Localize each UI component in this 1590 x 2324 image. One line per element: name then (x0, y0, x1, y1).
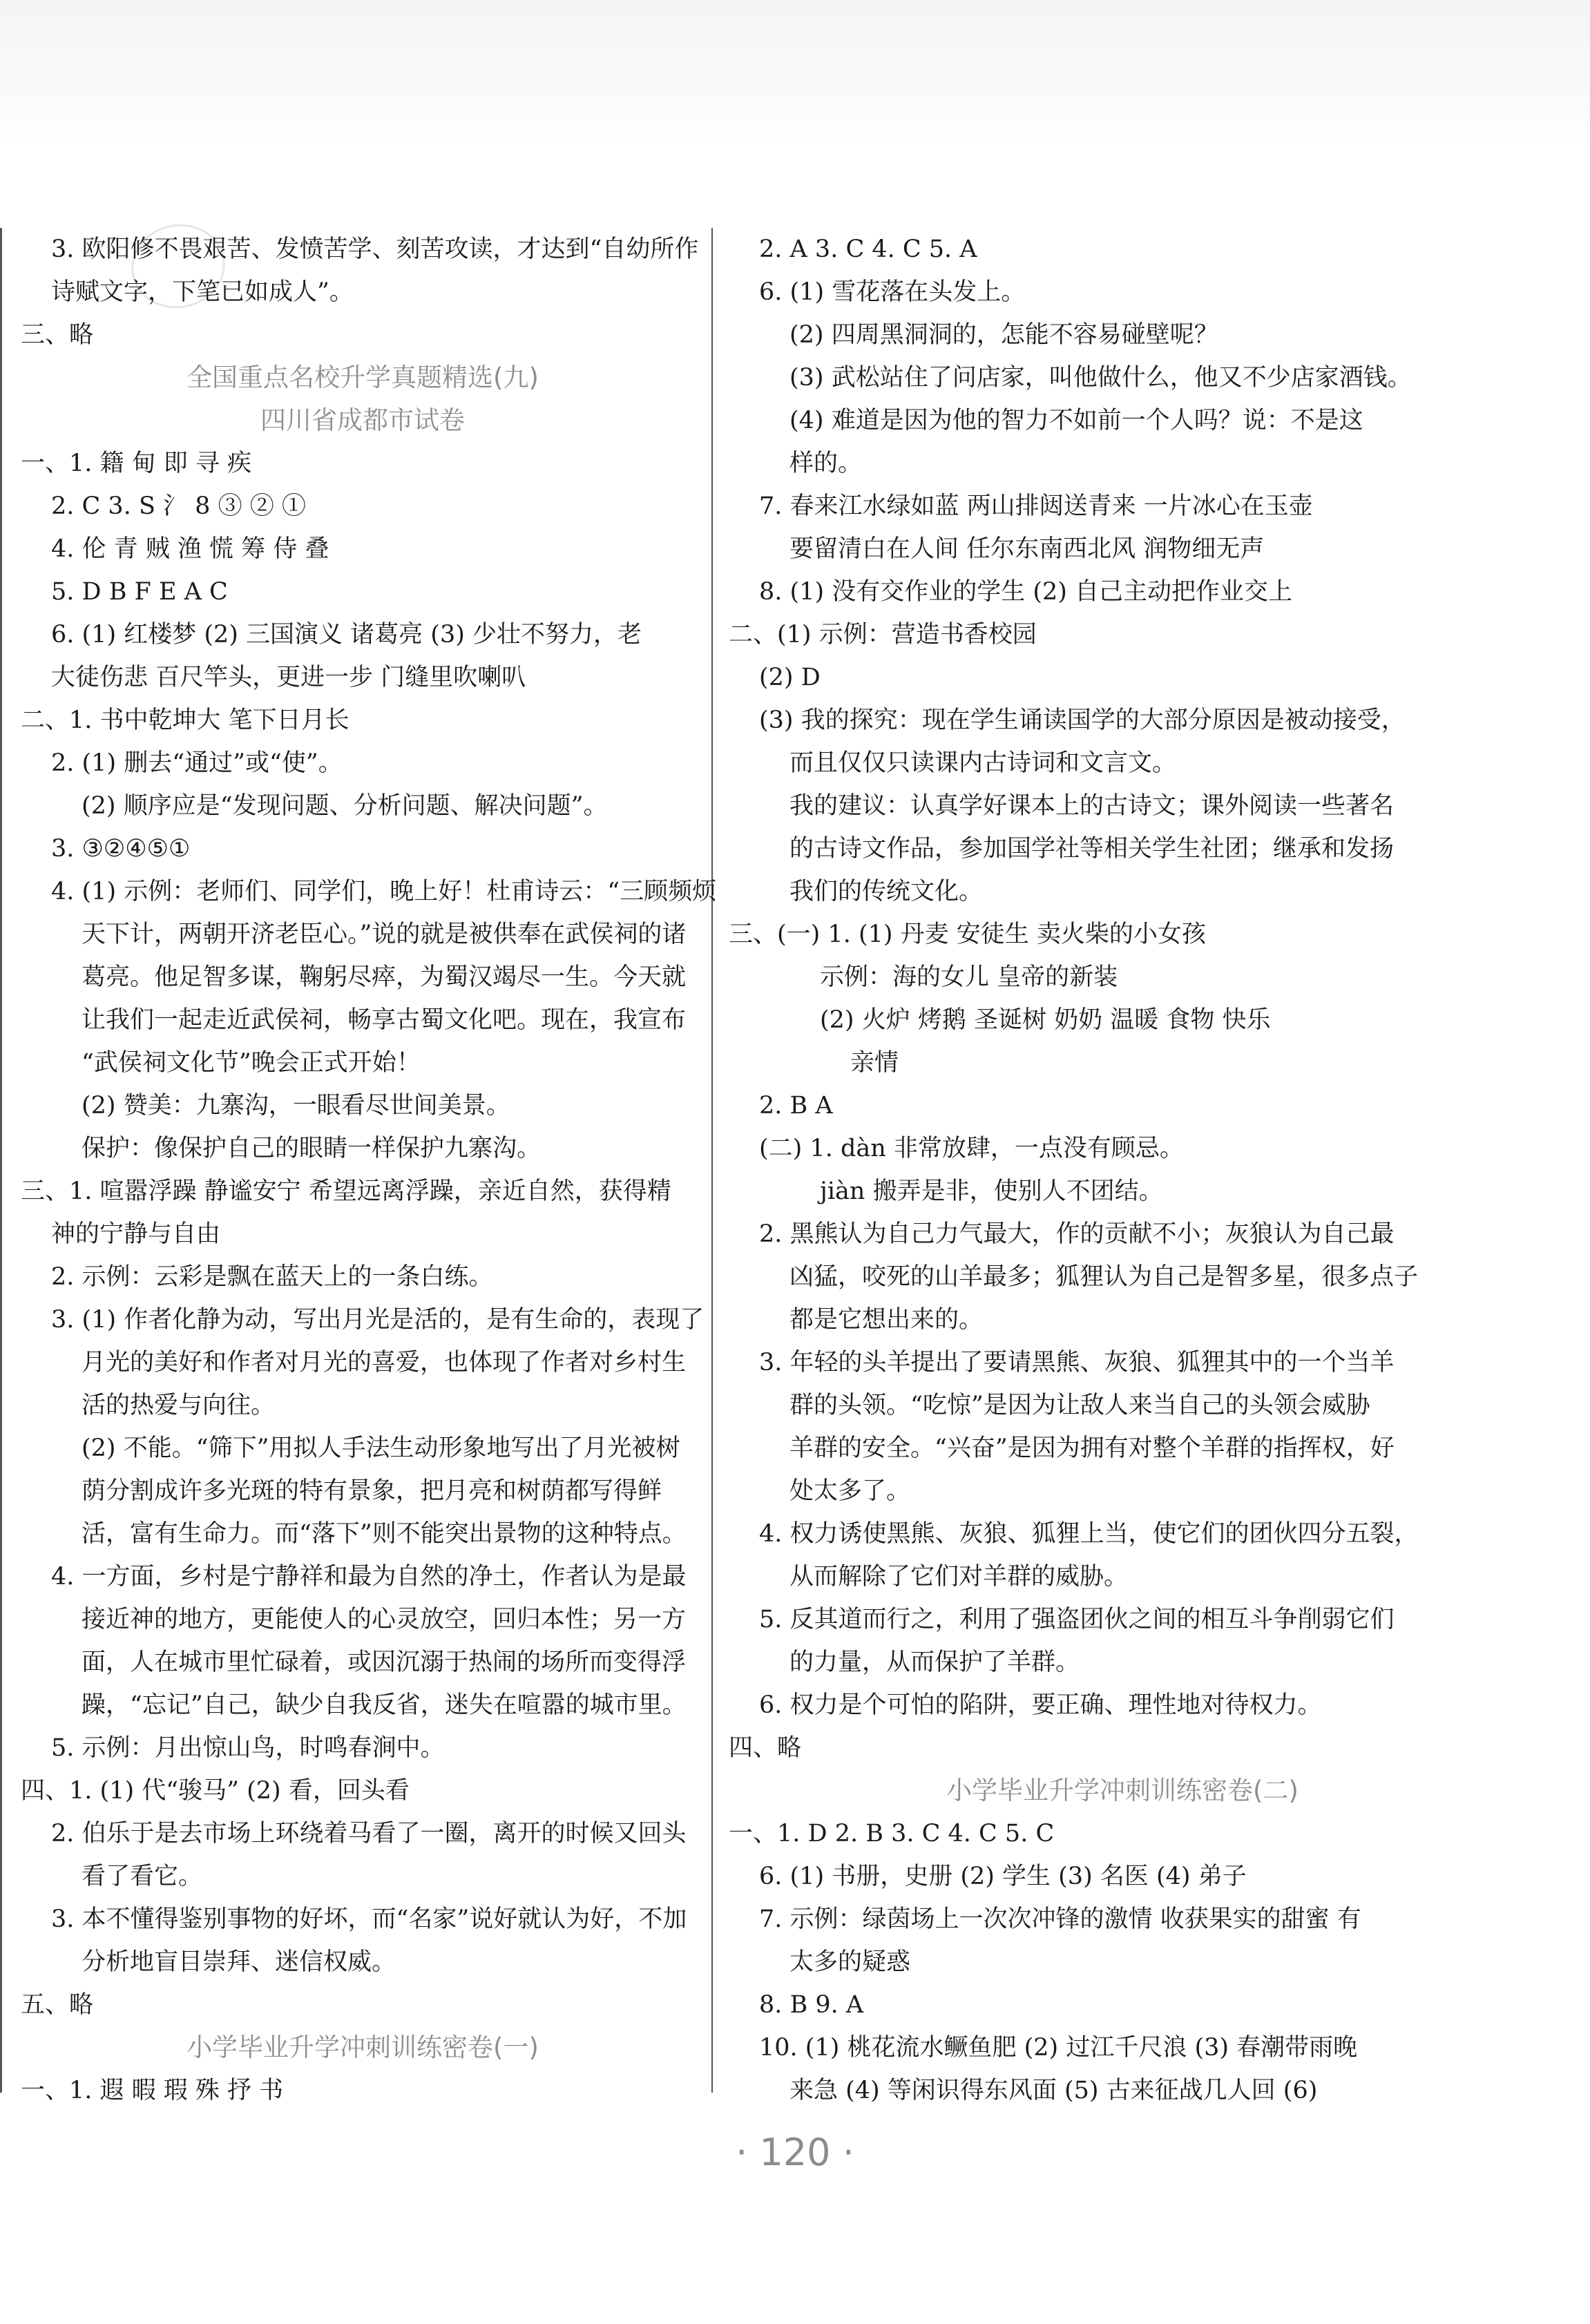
answer-line: 7. 示例：绿茵场上一次次冲锋的激情 收获果实的甜蜜 有 (759, 1905, 1361, 1933)
answer-line: 5. 反其道而行之，利用了强盗团伙之间的相互斗争削弱它们 (759, 1606, 1395, 1633)
answer-line: 8. (1) 没有交作业的学生 (2) 自己主动把作业交上 (759, 578, 1293, 606)
answer-line: (4) 难道是因为他的智力不如前一个人吗？说：不是这 (789, 407, 1363, 434)
answer-line: 6. (1) 雪花落在头发上。 (759, 278, 1026, 306)
answer-line: 我们的传统文化。 (789, 878, 984, 905)
column-divider (711, 228, 713, 2093)
answer-line: 躁，“忘记”自己，缺少自我反省，迷失在喧嚣的城市里。 (82, 1691, 687, 1719)
answer-line: (2) D (759, 664, 821, 691)
answer-line: 葛亮。他足智多谋，鞠躬尽瘁，为蜀汉竭尽一生。今天就 (82, 963, 687, 991)
answer-line: (3) 武松站住了问店家，叫他做什么，他又不少店家酒钱。 (789, 364, 1412, 392)
answer-column-right (729, 228, 1516, 2112)
answer-line: 二、(1) 示例：营造书香校园 (729, 621, 1037, 649)
answer-line: 5. 示例：月出惊山鸟，时鸣春涧中。 (51, 1734, 445, 1762)
answer-line: 羊群的安全。“兴奋”是因为拥有对整个羊群的指挥权，好 (789, 1434, 1395, 1462)
answer-line: 2. 黑熊认为自己力气最大，作的贡献不小；灰狼认为自己最 (759, 1220, 1395, 1248)
answer-line: 让我们一起走近武侯祠，畅享古蜀文化吧。现在，我宣布 (82, 1006, 687, 1034)
answer-line: 从而解除了它们对羊群的威胁。 (789, 1563, 1129, 1591)
answer-line: 一、1. D 2. B 3. C 4. C 5. C (729, 1820, 1055, 1847)
answer-line: 三、略 (21, 321, 94, 349)
answer-line: 接近神的地方，更能使人的心灵放空，回归本性；另一方 (82, 1606, 687, 1633)
answer-line: 五、略 (21, 1991, 94, 2019)
answer-line: 示例：海的女儿 皇帝的新装 (820, 963, 1118, 991)
answer-line: 2. 示例：云彩是飘在蓝天上的一条白练。 (51, 1263, 493, 1291)
answer-line: 一、1. 籍 甸 即 寻 疾 (21, 450, 252, 477)
answer-line: (2) 不能。“筛下”用拟人手法生动形象地写出了月光被树 (82, 1434, 680, 1462)
answer-line: 的力量，从而保护了羊群。 (789, 1649, 1080, 1676)
answer-line: 亲情 (850, 1049, 899, 1077)
answer-line: 6. 权力是个可怕的陷阱，要正确、理性地对待权力。 (759, 1691, 1322, 1719)
answer-line: 4. (1) 示例：老师们、同学们，晚上好！杜甫诗云：“三顾频烦 (51, 878, 717, 905)
answer-line: jiàn 搬弄是非，使别人不团结。 (820, 1178, 1163, 1205)
answer-line: 看了看它。 (82, 1863, 203, 1890)
answer-line: 分析地盲目崇拜、迷信权威。 (82, 1948, 396, 1976)
answer-line: 4. 一方面，乡村是宁静祥和最为自然的净土，作者认为是最 (51, 1563, 687, 1591)
page-number: · 120 · (736, 2131, 854, 2174)
answer-line: 四、1. (1) 代“骏马” (2) 看，回头看 (21, 1777, 410, 1805)
answer-line: 样的。 (789, 450, 863, 477)
answer-line: 活的热爱与向往。 (82, 1392, 276, 1419)
answer-line: 2. B A (759, 1092, 833, 1120)
answer-line: 8. B 9. A (759, 1991, 864, 2019)
answer-line: 4. 权力诱使黑熊、灰狼、狐狸上当，使它们的团伙四分五裂， (759, 1520, 1419, 1548)
answer-line: (二) 1. dàn 非常放肆，一点没有顾忌。 (759, 1135, 1184, 1162)
answer-line: 3. 年轻的头羊提出了要请黑熊、灰狼、狐狸其中的一个当羊 (759, 1349, 1395, 1376)
answer-line: 保护：像保护自己的眼睛一样保护九寨沟。 (82, 1135, 542, 1162)
section-heading: 全国重点名校升学真题精选(九) (186, 363, 539, 392)
answer-line: 天下计，两朝开济老臣心。”说的就是被供奉在武侯祠的诸 (82, 921, 687, 948)
answer-line: 四、略 (729, 1734, 802, 1762)
answer-line: 面，人在城市里忙碌着，或因沉溺于热闹的场所而变得浮 (82, 1649, 687, 1676)
header-band (0, 0, 1590, 148)
answer-line: 一、1. 遐 暇 瑕 殊 抒 书 (21, 2077, 284, 2104)
answer-line: 6. (1) 红楼梦 (2) 三国演义 诸葛亮 (3) 少壮不努力，老 (51, 621, 642, 649)
answer-line: 二、1. 书中乾坤大 笔下日月长 (21, 707, 349, 734)
answer-line: 荫分割成许多光斑的特有景象，把月亮和树荫都写得鲜 (82, 1477, 662, 1505)
answer-line: 要留清白在人间 任尔东南西北风 润物细无声 (789, 535, 1265, 563)
answer-line: 3. (1) 作者化静为动，写出月光是活的，是有生命的，表现了 (51, 1306, 705, 1334)
answer-line: “武侯祠文化节”晚会正式开始！ (82, 1049, 421, 1077)
answer-line: 3. 本不懂得鉴别事物的好坏，而“名家”说好就认为好，不加 (51, 1905, 687, 1933)
answer-line: 4. 伦 青 贼 渔 慌 筹 侍 叠 (51, 535, 329, 563)
section-heading: 小学毕业升学冲刺训练密卷(一) (186, 2033, 539, 2062)
answer-line: 凶猛，咬死的山羊最多；狐狸认为自己是智多星，很多点子 (789, 1263, 1419, 1291)
answer-line: 7. 春来江水绿如蓝 两山排闼送青来 一片冰心在玉壶 (759, 492, 1313, 520)
answer-line: 三、(一) 1. (1) 丹麦 安徒生 卖火柴的小女孩 (729, 921, 1206, 948)
answer-line: 都是它想出来的。 (789, 1306, 984, 1334)
answer-line: 10. (1) 桃花流水鳜鱼肥 (2) 过江千尺浪 (3) 春潮带雨晚 (759, 2034, 1358, 2062)
answer-line: (2) 顺序应是“发现问题、分析问题、解决问题”。 (82, 792, 608, 820)
answer-line: 三、1. 喧嚣浮躁 静谧安宁 希望远离浮躁，亲近自然，获得精 (21, 1178, 671, 1205)
answer-line: 大徒伤悲 百尺竿头，更进一步 门缝里吹喇叭 (51, 664, 526, 691)
answer-line: (2) 四周黑洞洞的，怎能不容易碰壁呢？ (789, 321, 1218, 349)
answer-line: 我的建议：认真学好课本上的古诗文；课外阅读一些著名 (789, 792, 1395, 820)
answer-line: 而且仅仅只读课内古诗词和文言文。 (789, 749, 1177, 777)
answer-line: 2. C 3. S 氵 8 ③ ② ① (51, 492, 306, 520)
answer-line: 3. ③②④⑤① (51, 835, 191, 863)
answer-line: 2. 伯乐于是去市场上环绕着马看了一圈，离开的时候又回头 (51, 1820, 687, 1847)
answer-line: 群的头领。“吃惊”是因为让敌人来当自己的头领会威胁 (789, 1392, 1370, 1419)
answer-line: 6. (1) 书册，史册 (2) 学生 (3) 名医 (4) 弟子 (759, 1863, 1247, 1890)
answer-line: 神的宁静与自由 (51, 1220, 221, 1248)
answer-line: 5. D B F E A C (51, 578, 228, 606)
answer-line: (3) 我的探究：现在学生诵读国学的大部分原因是被动接受， (759, 707, 1406, 734)
page-edge-rule (0, 228, 9, 2093)
answer-line: (2) 赞美：九寨沟，一眼看尽世间美景。 (82, 1092, 510, 1120)
answer-line: 太多的疑惑 (789, 1948, 911, 1976)
answer-line: 月光的美好和作者对月光的喜爱，也体现了作者对乡村生 (82, 1349, 687, 1376)
answer-line: 处太多了。 (789, 1477, 911, 1505)
section-heading: 小学毕业升学冲刺训练密卷(二) (946, 1776, 1299, 1805)
answer-line: 2. A 3. C 4. C 5. A (759, 236, 977, 263)
answer-line: 的古诗文作品，参加国学社等相关学生社团；继承和发扬 (789, 835, 1395, 863)
answer-line: 活，富有生命力。而“落下”则不能突出景物的这种特点。 (82, 1520, 687, 1548)
section-heading: 四川省成都市试卷 (260, 405, 465, 435)
answer-column-left (21, 228, 717, 2112)
answer-line: 诗赋文字，下笔已如成人”。 (51, 278, 354, 306)
answer-line: 来急 (4) 等闲识得东风面 (5) 古来征战几人回 (6) (789, 2077, 1318, 2104)
answer-line: (2) 火炉 烤鹅 圣诞树 奶奶 温暖 食物 快乐 (820, 1006, 1271, 1034)
answer-line: 2. (1) 删去“通过”或“使”。 (51, 749, 343, 777)
answer-line: 3. 欧阳修不畏艰苦、发愤苦学、刻苦攻读，才达到“自幼所作 (51, 236, 699, 263)
